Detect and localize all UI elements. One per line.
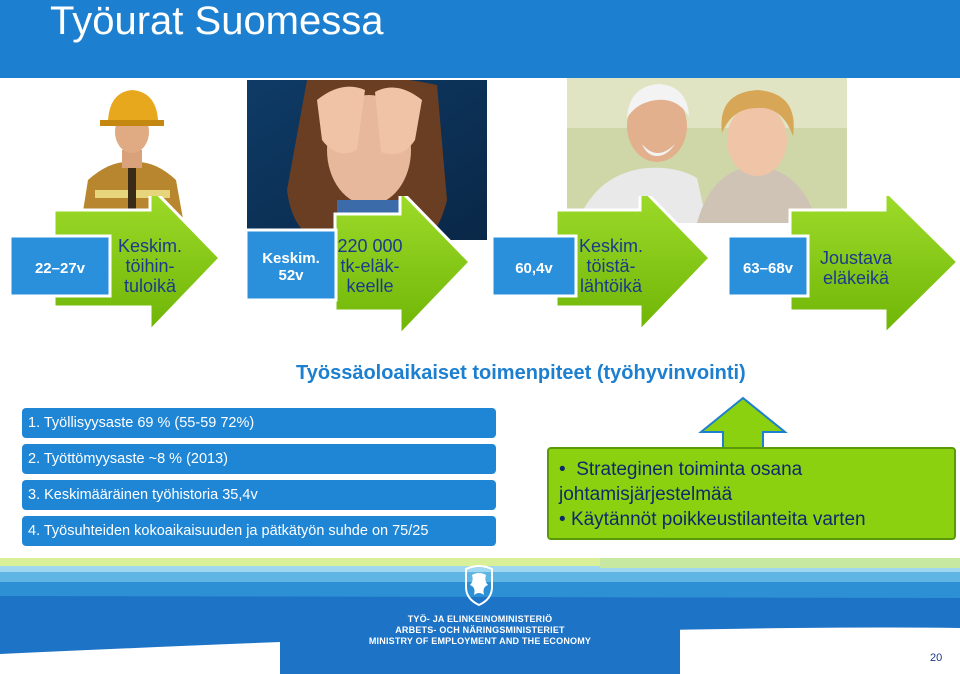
stat-fulltime-ratio: 4. Työsuhteiden kokoaikaisuuden ja pätkätyön suhde on 75/25: [22, 516, 496, 546]
strategy-item-2: • Käytännöt poikkeustilanteita varten: [559, 509, 866, 530]
stage-label-1: 22–27v: [34, 260, 86, 277]
strategy-item-1: • Strateginen toiminta osana johtamisjärjestelmää: [559, 459, 803, 505]
strategy-box: [547, 447, 956, 540]
stage-label-3: 60,4v: [515, 260, 553, 277]
bullet-icon: •: [559, 509, 571, 530]
arrow-label-1: Keskim. töihin- tuloikä: [117, 236, 182, 296]
ministry-name-sv: ARBETS- OCH NÄRINGSMINISTERIET: [395, 625, 565, 635]
stat-employment-rate: 1. Työllisyysaste 69 % (55-59 72%): [22, 408, 496, 438]
stat-unemployment-rate: 2. Työttömyysaste ~8 % (2013): [22, 444, 496, 474]
arrow-label-4: Joustava eläkeikä: [819, 248, 893, 288]
ministry-name-fi: TYÖ- JA ELINKEINOMINISTERIÖ: [407, 614, 553, 624]
page-title: Työurat Suomessa: [50, 0, 384, 43]
up-arrow-icon: [693, 396, 793, 450]
bullet-icon: •: [559, 459, 577, 480]
measures-subtitle: Työssäoloaikaiset toimenpiteet (työhyvinvointi): [296, 362, 746, 384]
arrow-label-3: Keskim. töistä- lähtöikä: [578, 236, 643, 296]
arrow-label-2: 220 000 tk-eläk- keelle: [337, 236, 403, 296]
stage-label-4: 63–68v: [742, 260, 794, 277]
lion-emblem-icon: [462, 563, 496, 607]
stat-work-history: 3. Keskimääräinen työhistoria 35,4v: [22, 480, 496, 510]
ministry-name-en: MINISTRY OF EMPLOYMENT AND THE ECONOMY: [368, 636, 592, 646]
title-bar: [0, 0, 960, 78]
page-number: 20: [930, 652, 943, 664]
stage-label-2: Keskim. 52v: [262, 250, 320, 284]
